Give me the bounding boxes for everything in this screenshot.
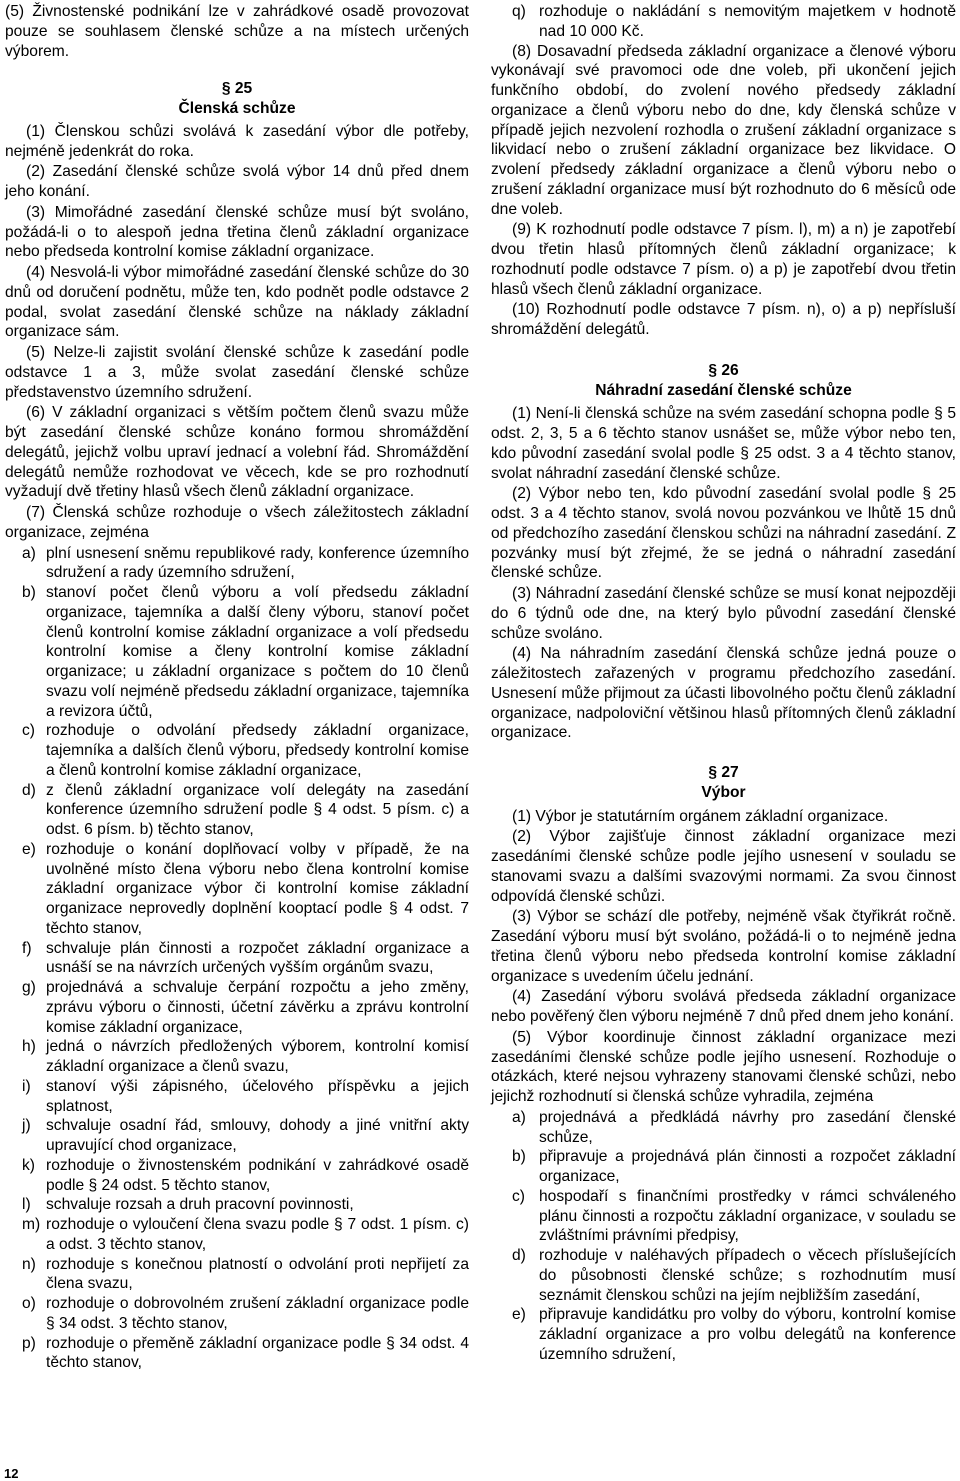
list-item: n) rozhoduje s konečnou platností o odvolání proti nepřijetí za člena svazu, — [22, 1255, 469, 1293]
left-column — [5, 2, 469, 1373]
paragraph-25-10: (10) Rozhodnutí podle odstavce 7 písm. n), o) a p) nepřísluší shromáždění delegátů. — [491, 301, 956, 338]
section-number — [491, 361, 956, 381]
paragraph-25-3: (3) Mimořádné zasedání členské schůze musí být svoláno, požádá-li o to alespoň jedna třetina členů základní organizace nebo předseda kontrolní komise základní organizace. — [5, 203, 469, 261]
paragraph-25-5: (5) Nelze-li zajistit svolání členské schůze k zasedání podle odstavce 1 a 3, může svolat zasedání členské schůze představenstvo územního sdružení. — [5, 344, 469, 401]
paragraph-25-9: (9) K rozhodnutí podle odstavce 7 písm. l), m) a n) je zapotřebí dvou třetin hlasů přítomných členů základní organizace; k rozhodnutí podle odstavce 7 písm. o) a p) je zapotřebí dvou třetin hlasů všech členů základní organizace. — [491, 221, 956, 298]
list-item: o) rozhoduje o dobrovolném zrušení základní organizace podle § 34 odst. 3 těchto stanov, — [22, 1295, 469, 1332]
paragraph-27-5: (5) Výbor koordinuje činnost základní organizace mezi zasedáními členské schůze podle jejího usnesení. Rozhoduje o otázkách, které nejsou vyhrazeny stanovami členské schůzi, nebo jejichž rozhodnutí si členská schůze vyhradila, zejména — [491, 1028, 956, 1105]
list-item: d) z členů základní organizace volí delegáty na zasedání konference územního sdružení podle § 4 odst. 5 písm. c) a odst. 6 písm. b) těchto stanov, — [22, 781, 469, 838]
list-item: p) rozhoduje o přeměně základní organizace podle § 34 odst. 4 těchto stanov, — [22, 1334, 469, 1372]
right-column — [491, 2, 956, 1365]
section-sign: § — [708, 764, 722, 781]
section-number-value: 27 — [721, 764, 739, 781]
list-item: b) stanoví počet členů výboru a volí předsedu základní organizace, tajemníka a další členy výboru, stanoví počet členů kontrolní komise základní organizace a volí předsedu kontrolní komise a členy kontrolní komise základní organizace; u základní organizace s počtem do 10 členů svazu volí nejméně předsedu základní organizace, tajemníka a revizora účtů, — [22, 584, 469, 720]
list-item: d) rozhoduje v naléhavých případech o věcech příslušejících do působnosti členské schůze; s rozhodnutím musí seznámit členskou schůzi na jejím nejbližším zasedání, — [512, 1247, 956, 1304]
list-27-5 — [491, 1108, 956, 1365]
list-item: c) rozhoduje o odvolání předsedy základní organizace, tajemníka a dalších členů výboru, předsedy kontrolní komise a členů kontrolní komise základní organizace, — [22, 722, 469, 779]
page-number: 12 — [4, 1466, 19, 1481]
paragraph-26-3: (3) Náhradní zasedání členské schůze se musí konat nejpozději do 6 týdnů ode dne, na který bylo původní zasedání členské schůze svoláno. — [491, 585, 956, 642]
section-number-value: 25 — [234, 80, 253, 98]
section-sign: § — [708, 361, 722, 379]
list-item: q) rozhoduje o nakládání s nemovitým majetkem v hodnotě nad 10 000 Kč. — [512, 3, 956, 40]
paragraph-25-4: (4) Nesvolá-li výbor mimořádné zasedání členské schůze do 30 dnů od doručení podnětu, může ten, kdo podnět podle odstavce 2 podal, svolat zasedání členské schůze na náklady základní organizace sám. — [5, 264, 469, 341]
paragraph-27-3: (3) Výbor se schází dle potřeby, nejméně však čtyřikrát ročně. Zasedání výboru musí být svoláno, požádá-li o to nejméně jedna třetina členů výboru nebo předseda kontrolní komise základní organizace s uvedením účelu jednání. — [491, 908, 956, 985]
paragraph-27-2: (2) Výbor zajišťuje činnost základní organizace mezi zasedáními členské schůze podle jejího usnesení v souladu se stanovami svazu a dalšími svazovými normami. Za svou činnost odpovídá členské schůzi. — [491, 828, 956, 905]
list-item: k) rozhoduje o živnostenském podnikání v zahrádkové osadě podle § 24 odst. 5 těchto stanov, — [22, 1156, 469, 1194]
list-item: i) stanoví výši zápisného, účelového příspěvku a jejich splatnost, — [22, 1077, 469, 1115]
section-sign: § — [221, 80, 235, 98]
paragraph-25-7: (7) Členská schůze rozhoduje o všech záležitostech základní organizace, zejména — [5, 504, 469, 541]
section-number — [5, 79, 469, 99]
section-title: Náhradní zasedání členské schůze — [595, 381, 852, 399]
paragraph-24-5: (5) Živnostenské podnikání lze v zahrádkové osadě provozovat pouze se souhlasem členské schůze a na místech určených výborem. — [5, 3, 469, 60]
paragraph-25-8: (8) Dosavadní předseda základní organizace a členové výboru vykonávají své pravomoci ode dne voleb, při ukončení jejich funkčního období, do zvolení nového předsedy základní organizace a členů výboru nebo do dne, kdy členská schůze v případě jejich nezvolení rozhodla o zrušení základní organizace s likvidací nebo o zrušení základní organizace bez likvidace. O zvolení předsedy základní organizace a členů výboru nebo o zrušení základní organizace musí být rozhodnuto do 6 měsíců ode dne voleb. — [491, 42, 956, 218]
list-item: e) rozhoduje o konání doplňovací volby v případě, že na uvolněné místo člena výboru nebo člena kontrolní komise základní organizace výbor či kontrolní komise základní organizace neprovedly doplnění kooptací podle § 4 odst. 7 těchto stanov, — [22, 840, 469, 937]
paragraph-25-6: (6) V základní organizaci s větším počtem členů svazu může být zasedání členské schůze konáno formou shromáždění delegátů, jejichž volbu upraví jednací a volební řád. Shromáždění delegátů nemůže rozhodovat ve věcech, kde se pro rozhodnutí vyžadují dvě třetiny hlasů všech členů základní organizace. — [5, 404, 469, 501]
paragraph-25-2: (2) Zasedání členské schůze svolá výbor 14 dnů před dnem jeho konání. — [5, 163, 469, 200]
paragraph-25-1: (1) Členskou schůzi svolává k zasedání výbor dle potřeby, nejméně jedenkrát do roka. — [5, 122, 469, 160]
list-item: g) projednává a schvaluje čerpání rozpočtu a jeho změny, zprávu výboru o činnosti, účetní závěrku a zprávu kontrolní komise základní organizace, — [22, 979, 469, 1036]
paragraph-27-4: (4) Zasedání výboru svolává předseda základní organizace nebo pověřený člen výboru nejméně 7 dnů před dnem jeho konání. — [491, 988, 956, 1025]
list-item: m) rozhoduje o vyloučení člena svazu podle § 7 odst. 1 písm. c) a odst. 3 těchto stanov, — [22, 1216, 469, 1253]
paragraph-26-4: (4) Na náhradním zasedání členská schůze jedná pouze o záležitostech zařazených v programu předchozího zasedání. Usnesení může přijmout za účasti libovolného počtu členů základní organizace, nadpoloviční většinou hlasů přítomných členů základní organizace. — [491, 645, 956, 742]
section-title: Členská schůze — [178, 100, 296, 117]
section-25-heading — [5, 79, 469, 119]
list-item: j) schvaluje osadní řád, smlouvy, dohody a jiné vnitřní akty upravující chod organizace, — [22, 1117, 469, 1154]
list-item: a) projednává a předkládá návrhy pro zasedání členské schůze, — [512, 1108, 956, 1146]
paragraph-26-2: (2) Výbor nebo ten, kdo původní zasedání svolal podle § 25 odst. 3 a 4 těchto stanov, svolá novou pozvánkou ve lhůtě 15 dnů od předchozího zasedání členskou schůzi na náhradní zasedání. Z pozvánky musí být zřejmé, že se jedná o náhradní zasedání členské schůze. — [491, 485, 956, 582]
paragraph-26-1: (1) Není-li členská schůze na svém zasedání schopna podle § 5 odst. 2, 3, 5 a 6 těchto stanov usnášet se, může výbor nebo ten, kdo původní zasedání svolal podle § 25 odst. 3 a 4 těchto stanov, svolat náhradní zasedání členské schůze. — [491, 405, 956, 482]
list-25-7 — [5, 544, 469, 1374]
list-item: a) plní usnesení sněmu republikové rady, konference územního sdružení a rady územního sdružení, — [22, 544, 469, 582]
list-25-7-continued — [491, 2, 956, 42]
section-27-heading — [491, 763, 956, 803]
section-number-value: 26 — [721, 361, 739, 379]
list-item: c) hospodaří s finančními prostředky v rámci schváleného plánu činnosti a rozpočtu základní organizace, v souladu se zvláštními právními předpisy, — [512, 1187, 956, 1245]
list-item: f) schvaluje plán činnosti a rozpočet základní organizace a usnáší se na návrzích určených vyšším orgánům svazu, — [22, 939, 469, 977]
list-item: e) připravuje kandidátku pro volby do výboru, kontrolní komise základní organizace a pro volbu delegátů na konference územního sdružení, — [512, 1306, 956, 1363]
paragraph-27-1: (1) Výbor je statutárním orgánem základní organizace. — [512, 807, 889, 825]
list-item: l) schvaluje rozsah a druh pracovní povinnosti, — [22, 1196, 354, 1214]
section-26-heading — [491, 361, 956, 401]
section-number — [491, 763, 956, 783]
list-item: h) jedná o návrzích předložených výborem, kontrolní komisí základní organizace a členů svazu, — [22, 1038, 469, 1075]
section-title: Výbor — [701, 783, 746, 801]
list-item: b) připravuje a projednává plán činnosti a rozpočet základní organizace, — [512, 1148, 956, 1185]
